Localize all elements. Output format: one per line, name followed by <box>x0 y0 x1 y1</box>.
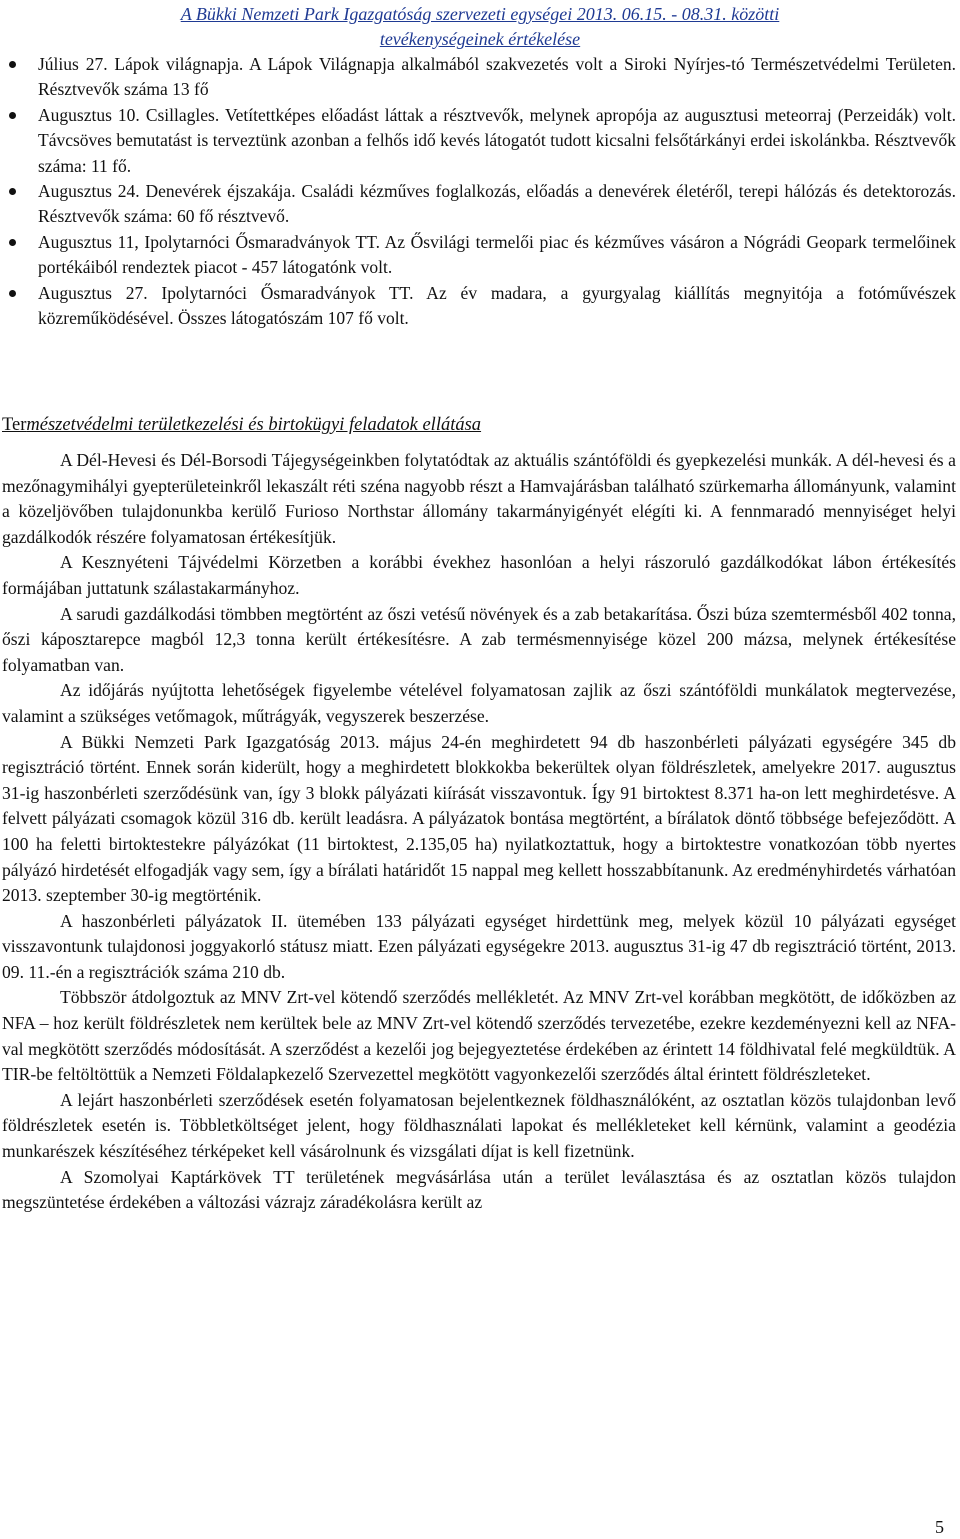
header-line-2: tevékenységeinek értékelése <box>379 29 581 49</box>
section-heading-rest: mészetvédelmi területkezelési és birtokügyi feladatok ellátása <box>26 415 482 435</box>
paragraph: A Kesznyéteni Tájvédelmi Körzetben a korábbi évekhez hasonlóan a helyi rászoruló gazdálkodókat lábon értékesítés formájában juttatunk szálastakarmányhoz. <box>2 552 956 598</box>
paragraph: A Dél-Hevesi és Dél-Borsodi Tájegységeinkben folytatódtak az aktuális szántóföldi és gyepkezelési munkák. A dél-hevesi és a mezőnagymihályi gyepterületeinkről lekaszált réti széna nagyobb részt a Hamvajárásban található szürkemarha állományunk, valamint a közeljövőben tulajdonunkba kerülő Furioso Northstar állomány takarmányigényét elégíti ki. A fennmaradó mennyiséget helyi gazdálkodók részére folyamatosan értékesítjük. <box>2 450 956 547</box>
body-text <box>2 448 956 1216</box>
bullet-text: Augusztus 24. Denevérek éjszakája. Családi kézműves foglalkozás, előadás a denevérek életéről, terepi hálózás és detektorozás. Résztvevők száma: 60 fő résztvevő. <box>38 181 956 227</box>
bullet-item <box>0 179 960 230</box>
bullet-item <box>0 52 960 103</box>
header-line-1: A Bükki Nemzeti Park Igazgatóság szervezeti egységei 2013. 06.15. - 08.31. közötti <box>180 4 780 24</box>
bullet-dot-icon <box>9 188 16 195</box>
bullet-text: Augusztus 10. Csillagles. Vetítettképes előadást láttak a résztvevők, melynek apropója az augusztusi meteorraj (Perzeidák) volt. Távcsöves bemutatást is terveztünk azonban a felhős idő kevés látogatót tudott kicsalni felsőtárkányi erdei iskolánkba. Résztvevők száma: 11 fő. <box>38 104 956 176</box>
bullet-item <box>0 103 960 179</box>
paragraph: Többször átdolgoztuk az MNV Zrt-vel kötendő szerződés mellékletét. Az MNV Zrt-vel korábban megkötött, de időközben az NFA – hoz került földrészletek nem kerültek bele az MNV Zrt-vel kötendő szerződés tervezetébe, ezekre kezdeményezni kell az NFA-val megkötött szerződés módosítását. A szerződést a kezelői jog bejegyeztetése érdekében az érintett 14 földhivatal felé megküldtük. A TIR-be feltöltöttük a Nemzeti Földalapkezelő Szervezettel megkötött vagyonkezelői szerződés által érintett földrészleteket. <box>2 987 956 1085</box>
page-number: 5 <box>935 1517 944 1537</box>
bullet-dot-icon <box>9 290 16 297</box>
paragraph: Az időjárás nyújtotta lehetőségek figyelembe vételével folyamatosan zajlik az őszi szántóföldi munkálatok megtervezése, valamint a szükséges vetőmagok, műtrágyák, vegyszerek beszerzése. <box>2 680 956 726</box>
running-header <box>60 2 900 52</box>
bullet-text: Augusztus 11, Ipolytarnóci Ősmaradványok TT. Az Ősvilági termelői piac és kézműves vásáron a Nógrádi Geopark termelőinek portékáiból rendeztek piacot - 457 látogatónk volt. <box>38 231 956 278</box>
bullet-dot-icon <box>9 61 16 68</box>
bullet-dot-icon <box>9 239 16 246</box>
bullet-item <box>0 281 960 332</box>
paragraph: A haszonbérleti pályázatok II. ütemében 133 pályázati egységet hirdettünk meg, melyek közül 10 pályázati egységet visszavontunk tulajdonosi joggyakorló státusz miatt. Ezen pályázati egységekre 2013. augusztus 31-ig 47 db regisztráció történt, 2013. 09. 11.-én a regisztrációk száma 210 db. <box>2 910 956 982</box>
paragraph: A Szomolyai Kaptárkövek TT területének megvásárlása után a terület leválasztása és az osztatlan közös tulajdon megszüntetése érdekében a változási vázrajz záradékolásra került az <box>2 1166 956 1213</box>
paragraph: A Bükki Nemzeti Park Igazgatóság 2013. május 24-én meghirdetett 94 db haszonbérleti pályázati egységére 345 db regisztráció történt. Ennek során kiderült, hogy a meghirdetett blokkokba bekerültek olyan földrészletek, amelyekre 2017. augusztus 31-ig haszonbérleti szerződésünk van, így 3 blokk pályázati kiírását visszavontuk. Így 91 birtoktest 8.371 ha-on lett meghirdetésve. A felvett pályázati csomagok közül 316 db. került leadásra. A pályázatok bontása megtörtént, a bírálatok döntő többsége befejeződött. A 100 ha feletti birtoktestekre pályázókat (11 birtoktest, 2.135,05 ha) nyilatkoztattuk, hogy a birtoktestre vonatkozóan több nyertes pályázó hirdetését elfogadják vagy sem, így a bírálati határidőt 15 nappal meg kellett hosszabbítanunk. Az eredményhirdetés várhatóan 2013. szeptember 30-ig megtörténik. <box>2 731 956 906</box>
bullet-dot-icon <box>9 112 16 119</box>
section-heading <box>2 413 942 437</box>
paragraph: A lejárt haszonbérleti szerződések esetén folyamatosan bejelentkeznek földhasználóként, az osztatlan közös tulajdonban levő földrészletek esetén is. Többletköltséget jelent, hogy földhasználati lapokat és mellékleteket kell kérnünk, valamint a geodézia munkarészek készítéséhez térképeket kell vásárolnunk és vizsgálati díjat is kell fizetnünk. <box>2 1089 956 1162</box>
section-heading-start: Ter <box>2 415 27 435</box>
event-bullet-list <box>0 52 960 331</box>
bullet-item <box>0 230 960 281</box>
bullet-text: Augusztus 27. Ipolytarnóci Ősmaradványok TT. Az év madara, a gyurgyalag kiállítás megnyitója a fotóművészek közreműködésével. Összes látogatószám 107 fő volt. <box>38 282 956 329</box>
paragraph: A sarudi gazdálkodási tömbben megtörtént az őszi vetésű növények és a zab betakarítása. Őszi búza szemtermésből 402 tonna, őszi káposztarepce magból 12,3 tonna került értékesítésre. A zab termésmennyisége közel 200 mázsa, melynek értékesítése folyamatban van. <box>2 603 956 675</box>
bullet-text: Július 27. Lápok világnapja. A Lápok Világnapja alkalmából szakvezetés volt a Siroki Nyírjes-tó Természetvédelmi Területen. Résztvevők száma 13 fő <box>38 54 956 100</box>
